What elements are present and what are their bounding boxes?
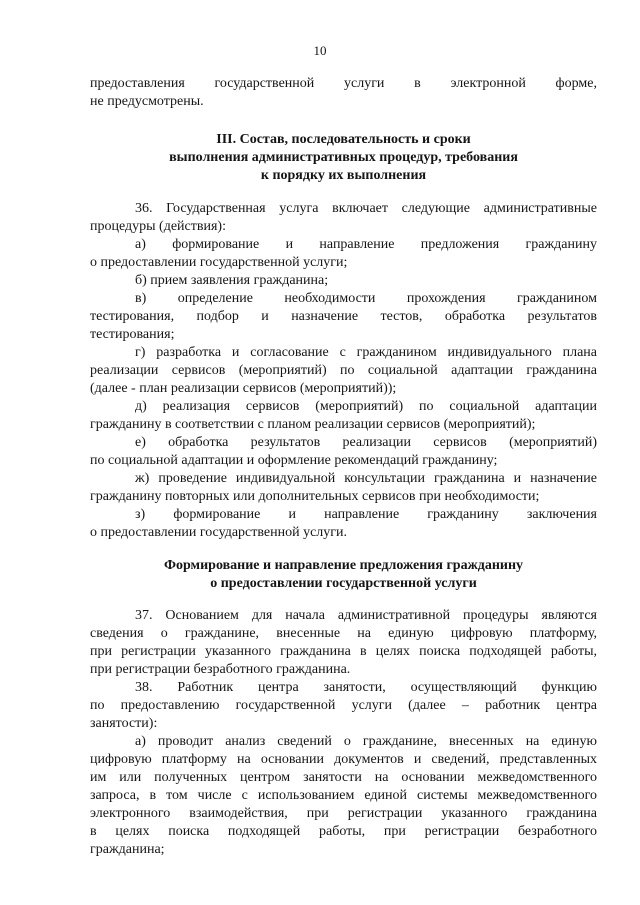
text-line-subsection-title-2: о предоставлении государственной услуги <box>210 576 477 591</box>
text-line-p36-e-1: е) обработка результатов реализации сервисов (мероприятий) <box>135 435 597 450</box>
text-line-p38-a-1: а) проводит анализ сведений о гражданине, внесенных на единую <box>135 734 597 749</box>
text-line-p36-z-1: з) формирование и направление гражданину заключения <box>135 507 597 522</box>
text-line-p36-d-1: д) реализация сервисов (мероприятий) по социальной адаптации <box>135 399 597 414</box>
text-line-p38-2: по предоставлению государственной услуги (далее – работник центра <box>90 698 597 713</box>
text-line-section-title-2: выполнения административных процедур, требования <box>169 150 518 165</box>
text-line-section-title-3: к порядку их выполнения <box>260 168 427 183</box>
text-line-p36-g-2: реализации сервисов (мероприятий) по социальной адаптации гражданина <box>90 363 597 378</box>
text-line-p36-a-1: а) формирование и направление предложения гражданину <box>135 237 597 252</box>
text-line-p36-1: 36. Государственная услуга включает следующие административные <box>135 201 597 216</box>
text-line-p36-b: б) прием заявления гражданина; <box>135 273 329 288</box>
text-line-p36-e-2: по социальной адаптации и оформление рекомендаций гражданину; <box>90 453 498 468</box>
text-line-p38-a-6: в целях поиска подходящей работы, при регистрации безработного <box>90 824 597 839</box>
text-line-subsection-title-1: Формирование и направление предложения гражданину <box>163 558 524 573</box>
text-line-p36-v-1: в) определение необходимости прохождения гражданином <box>135 291 597 306</box>
page-number: 10 <box>313 43 327 58</box>
text-line-p36-g-3: (далее - план реализации сервисов (мероприятий)); <box>90 381 397 396</box>
text-line-p36-v-3: тестирования; <box>90 327 175 342</box>
text-line-section-title-1: III. Состав, последовательность и сроки <box>216 132 471 147</box>
text-line-p38-3: занятости): <box>90 716 158 731</box>
text-line-p38-a-4: запроса, в том числе с использованием единой системы межведомственного <box>90 788 597 803</box>
text-line-p36-zh-1: ж) проведение индивидуальной консультации гражданина и назначение <box>135 471 597 486</box>
text-line-p36-a-2: о предоставлении государственной услуги; <box>90 255 348 270</box>
text-line-p38-a-5: электронного взаимодействия, при регистрации указанного гражданина <box>90 806 597 821</box>
text-line-p36-g-1: г) разработка и согласование с гражданином индивидуального плана <box>135 345 597 360</box>
text-line-p36-z-2: о предоставлении государственной услуги. <box>90 525 348 540</box>
text-line-p37-3: при регистрации указанного гражданина в целях поиска подходящей работы, <box>90 644 597 659</box>
text-line-p36-2: процедуры (действия): <box>90 219 226 234</box>
text-line-p36-v-2: тестирования, подбор и назначение тестов, обработка результатов <box>90 309 597 324</box>
text-line-p38-a-2: цифровую платформу на основании документов и сведений, представленных <box>90 752 597 767</box>
text-line-intro-2: не предусмотрены. <box>90 94 204 109</box>
text-line-p38-a-3: им или полученных центром занятости на основании межведомственного <box>90 770 597 785</box>
text-line-p37-1: 37. Основанием для начала административной процедуры являются <box>135 608 597 623</box>
text-line-p37-4: при регистрации безработного гражданина. <box>90 662 351 677</box>
text-line-p36-zh-2: гражданину повторных или дополнительных сервисов при необходимости; <box>90 489 540 504</box>
text-line-p37-2: сведения о гражданине, внесенные на единую цифровую платформу, <box>90 626 597 641</box>
text-line-p38-1: 38. Работник центра занятости, осуществляющий функцию <box>135 680 597 695</box>
text-line-p38-a-7: гражданина; <box>90 842 165 857</box>
text-line-p36-d-2: гражданину в соответствии с планом реализации сервисов (мероприятий); <box>90 417 536 432</box>
text-line-intro-1: предоставления государственной услуги в электронной форме, <box>90 76 597 91</box>
